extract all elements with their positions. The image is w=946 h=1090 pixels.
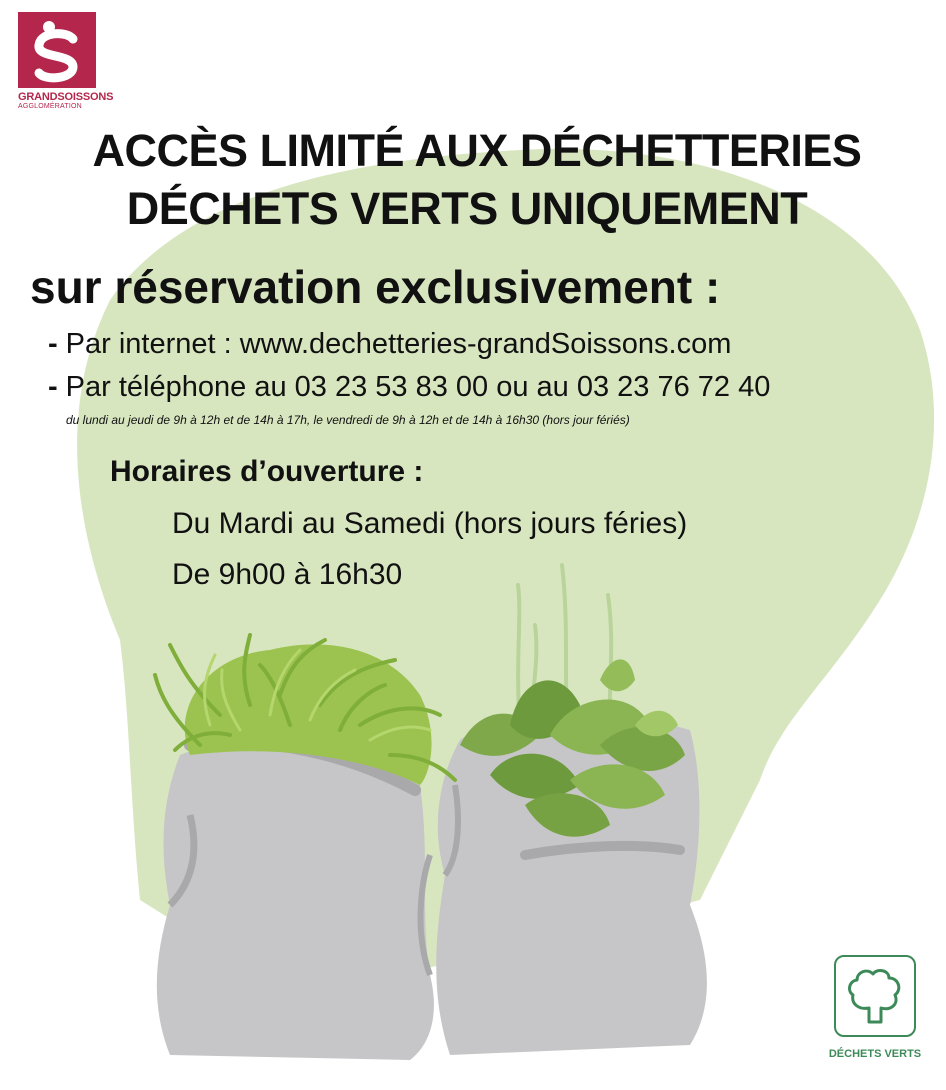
phone-number-2[interactable]: 03 23 76 72 40	[576, 371, 771, 403]
logo-name	[18, 91, 114, 103]
phone-number-1[interactable]: 03 23 53 83 00	[294, 371, 489, 403]
opening-time: De 9h00 à 16h30	[172, 558, 403, 591]
booking-phone	[48, 373, 770, 402]
opening-hours-title: Horaires d’ouverture :	[110, 455, 424, 488]
logo-subtitle: AGGLOMÉRATION	[18, 103, 82, 110]
title-line-1: ACCÈS LIMITÉ AUX DÉCHETTERIES	[92, 125, 862, 176]
logo-name-part1: GRAND	[18, 91, 58, 103]
grass-bag-illustration	[130, 555, 730, 1075]
green-waste-label: DÉCHETS VERTS	[828, 1048, 922, 1060]
phone-hours-note: du lundi au jeudi de 9h à 12h et de 14h à 17h, le vendredi de 9h à 12h et de 14h à 16h30 (hors jour fériés)	[66, 413, 630, 427]
bullet-dash: -	[48, 328, 58, 360]
subtitle: sur réservation exclusivement :	[30, 261, 721, 313]
internet-label: Par internet :	[65, 328, 240, 360]
green-waste-badge	[834, 955, 916, 1037]
opening-days: Du Mardi au Samedi (hors jours féries)	[172, 507, 688, 540]
booking-internet	[48, 330, 731, 359]
logo-s-icon	[18, 12, 96, 88]
tree-icon	[845, 964, 905, 1028]
internet-url[interactable]: www.dechetteries-grandSoissons.com	[239, 328, 732, 360]
phone-or: ou au	[488, 371, 577, 403]
title-line-2: DÉCHETS VERTS UNIQUEMENT	[126, 183, 808, 234]
phone-label: Par téléphone au	[65, 371, 295, 403]
logo-name-part2: SOISSONS	[57, 91, 114, 103]
bullet-dash: -	[48, 371, 58, 403]
grand-soissons-logo	[18, 12, 114, 110]
